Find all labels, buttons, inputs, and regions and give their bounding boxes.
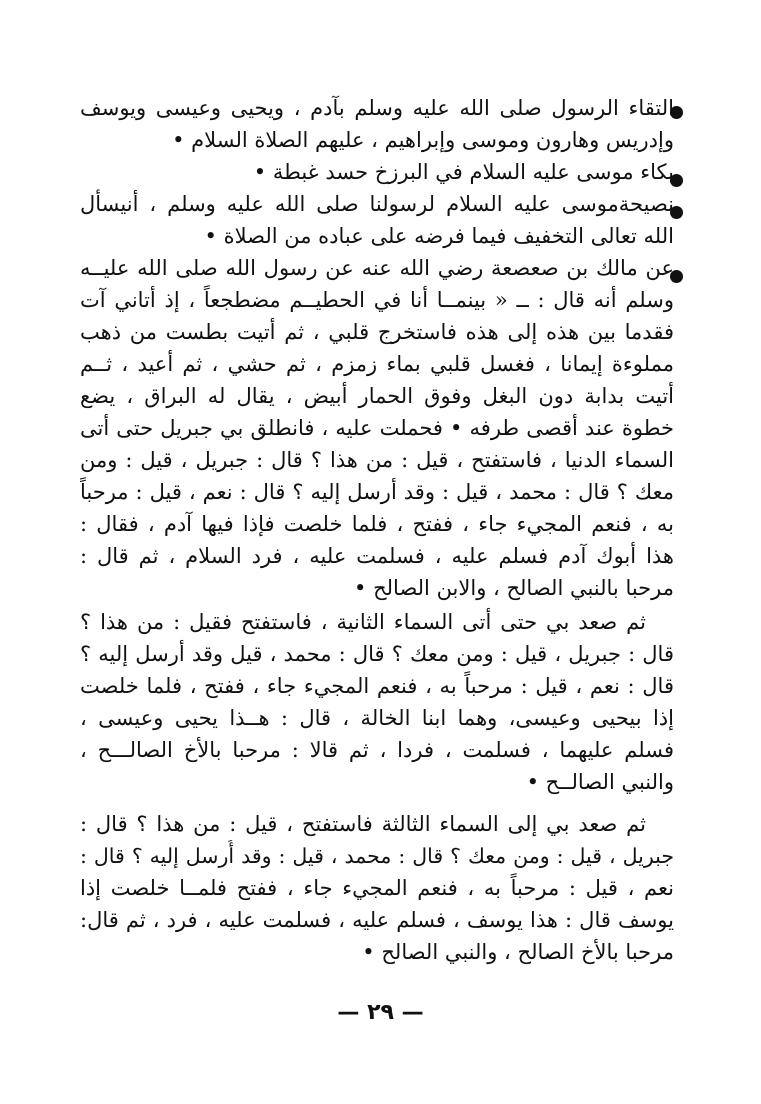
text-line: خطوة عند أقصى طرفه • فحملت عليه ، فانطلق بي جبريل حتى أتى xyxy=(80,416,674,440)
text-line: بكاء موسى عليه السلام في البرزخ حسد غبطة • xyxy=(253,160,674,184)
second-heaven-paragraph xyxy=(80,606,674,798)
text-line: مملوءة إيمانا ، فغسل قلبي بماء زمزم ، ثم حشي ، ثم أعيد ، ثــم xyxy=(80,352,674,376)
text-line: وسلم أنه قال : ــ « بينمــا أنا في الحطيــم مضطجعاً ، إذ أتاني آت xyxy=(80,288,674,312)
text-line: الله تعالى التخفيف فيما فرضه على عباده من الصلاة • xyxy=(204,224,674,248)
text-line: نصيحةموسى عليه السلام لرسولنا صلى الله عليه وسلم ، أنيسأل xyxy=(80,192,674,216)
text-line: ثم صعد بي إلى السماء الثالثة فاستفتح ، قيل : من هذا ؟ قال : xyxy=(80,812,646,836)
page-number: — ٢٩ — xyxy=(337,1000,424,1025)
text-line: يوسف قال : هذا يوسف ، فسلم عليه ، فسلمت عليه ، فرد ، ثم قال: xyxy=(80,908,674,932)
text-line: فسلم عليهما ، فسلمت ، فردا ، ثم قالا : مرحبا بالأخ الصالـــح ، xyxy=(80,738,674,762)
text-line: نعم ، قيل : مرحباً به ، فنعم المجيء جاء ، ففتح فلمــا خلصت إذا xyxy=(80,876,674,900)
bullet-paragraph xyxy=(80,156,674,188)
hadith-paragraph xyxy=(80,252,674,604)
text-line: قال : جبريل ، قيل : ومن معك ؟ قال : محمد ، قيل وقد أرسل إليه ؟ xyxy=(80,642,674,666)
text-line: هذا أبوك آدم فسلم عليه ، فسلمت عليه ، فرد السلام ، ثم قال : xyxy=(80,544,674,568)
text-line: أتيت بدابة دون البغل وفوق الحمار أبيض ، يقال له البراق ، يضع xyxy=(80,384,674,408)
third-heaven-paragraph xyxy=(80,808,674,968)
text-line: عن مالك بن صعصعة رضي الله عنه عن رسول الله صلى الله عليــه xyxy=(80,256,674,280)
text-line: إذا بيحيى وعيسى، وهما ابنا الخالة ، قال : هــذا يحيى وعيسى ، xyxy=(80,706,674,730)
text-line: والنبي الصالــح • xyxy=(526,770,674,794)
text-line: فقدما بين هذه إلى هذه فاستخرج قلبي ، ثم أتيت بطست من ذهب xyxy=(80,320,674,344)
text-line: مرحبا بالأخ الصالح ، والنبي الصالح • xyxy=(362,940,674,964)
bullet-paragraph xyxy=(80,92,674,156)
text-line: معك ؟ قال : محمد ، قيل : وقد أرسل إليه ؟ قال : نعم ، قيل : مرحباً xyxy=(80,480,674,504)
text-line: ثم صعد بي حتى أتى السماء الثانية ، فاستفتح فقيل : من هذا ؟ xyxy=(80,610,646,634)
bullet-paragraph xyxy=(80,188,674,252)
text-line: جبريل ، قيل : ومن معك ؟ قال : محمد ، قيل : وقد أُرسل إليه ؟ قال : xyxy=(80,844,674,868)
text-line: قال : نعم ، قيل : مرحباً به ، فنعم المجيء جاء ، ففتح ، فلما خلصت xyxy=(80,674,674,698)
text-line: وإدريس وهارون وموسى وإبراهيم ، عليهم الصلاة السلام • xyxy=(172,128,674,152)
text-line: مرحبا بالنبي الصالح ، والابن الصالح • xyxy=(354,576,674,600)
text-line: التقاء الرسول صلى الله عليه وسلم بآدم ، ويحيى وعيسى ويوسف xyxy=(80,96,674,120)
text-line: السماء الدنيا ، فاستفتح ، قيل : من هذا ؟ قال : جبريل ، قيل : ومن xyxy=(80,448,674,472)
text-line: به ، فنعم المجيء جاء ، ففتح ، فلما خلصت فإذا فيها آدم ، فقال : xyxy=(80,512,674,536)
